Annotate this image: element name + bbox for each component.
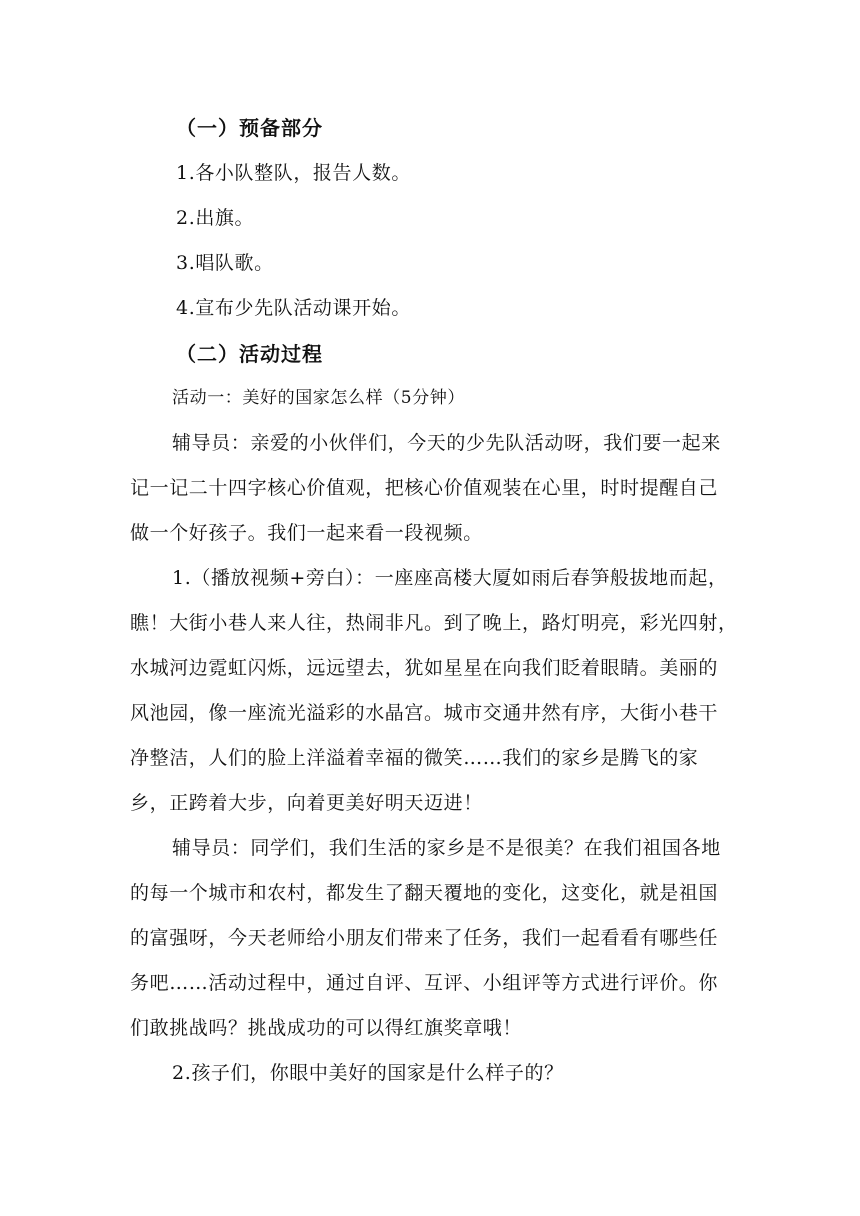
paragraph-line: 净整洁，人们的脸上洋溢着幸福的微笑……我们的家乡是腾飞的家 — [130, 747, 699, 769]
paragraph-line: 乡，正跨着大步，向着更美好明天迈进！ — [130, 792, 483, 814]
paragraph-line: 务吧……活动过程中，通过自评、互评、小组评等方式进行评价。你 — [130, 972, 719, 994]
paragraph-line: 风池园，像一座流光溢彩的水晶宫。城市交通井然有序，大街小巷干 — [130, 702, 719, 724]
prep-item-2: 2.出旗。 — [176, 207, 255, 229]
paragraph-line: 辅导员：亲爱的小伙伴们，今天的少先队活动呀，我们要一起来 — [172, 432, 721, 454]
paragraph-line: 做一个好孩子。我们一起来看一段视频。 — [130, 522, 483, 544]
activity-title: 活动一：美好的国家怎么样（5分钟） — [172, 388, 466, 408]
prep-item-4: 4.宣布少先队活动课开始。 — [176, 297, 411, 319]
paragraph-line: 水城河边霓虹闪烁，远远望去，犹如星星在向我们眨着眼睛。美丽的 — [130, 657, 719, 679]
prep-item-1: 1.各小队整队，报告人数。 — [176, 162, 411, 184]
paragraph-line: 们敢挑战吗？挑战成功的可以得红旗奖章哦！ — [130, 1017, 523, 1039]
paragraph-line: 瞧！大街小巷人来人往，热闹非凡。到了晚上，路灯明亮，彩光四射， — [130, 612, 738, 634]
section-heading-preparation: （一）预备部分 — [176, 116, 323, 140]
paragraph-line: 辅导员：同学们，我们生活的家乡是不是很美？在我们祖国各地 — [172, 837, 721, 859]
paragraph-line: 记一记二十四字核心价值观，把核心价值观装在心里，时时提醒自己 — [130, 477, 719, 499]
prep-item-3: 3.唱队歌。 — [176, 252, 274, 274]
paragraph-line: 1.（播放视频+旁白）：一座座高楼大厦如雨后春笋般拔地而起， — [172, 567, 728, 589]
paragraph-line: 的富强呀，今天老师给小朋友们带来了任务，我们一起看看有哪些任 — [130, 927, 719, 949]
question-line: 2.孩子们，你眼中美好的国家是什么样子的？ — [172, 1062, 564, 1084]
paragraph-line: 的每一个城市和农村，都发生了翻天覆地的变化，这变化，就是祖国 — [130, 882, 719, 904]
section-heading-process: （二）活动过程 — [176, 342, 323, 366]
